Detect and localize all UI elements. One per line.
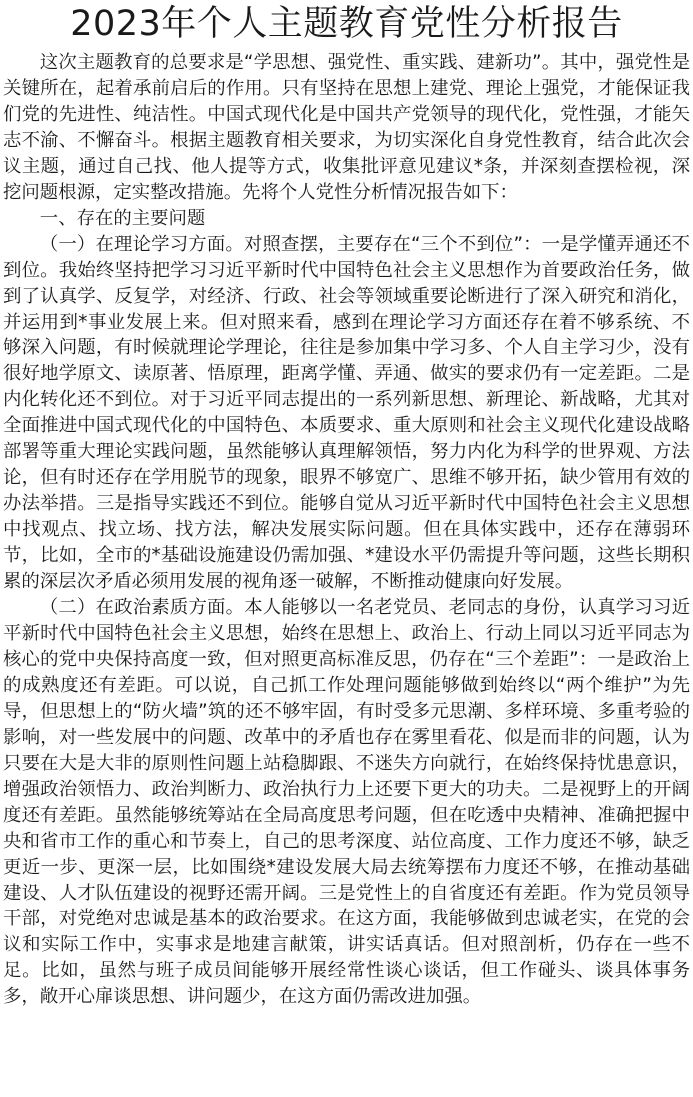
section-heading-problems: 一、存在的主要问题	[39, 207, 206, 229]
paragraph-theory-study: （一）在理论学习方面。对照查摆，主要存在“三个不到位”：一是学懂弄通还不到位。我始终坚持把学习习近平新时代中国特色社会主义思想作为首要政治任务，做到了认真学、反复学，对经济、行政、社会等领域重要论断进行了深入研究和消化，并运用到*事业发展上来。但对照来看，感到在理论学习方面还存在着不够系统、不够深入问题，有时候就理论学理论，往往是参加集中学习多、个人自主学习少，没有很好地学原文、读原著、悟原理，距离学懂、弄通、做实的要求仍有一定差距。二是内化转化还不到位。对于习近平同志提出的一系列新思想、新理论、新战略，尤其对全面推进中国式现代化的中国特色、本质要求、重大原则和社会主义现代化建设战略部署等重大理论实践问题，虽然能够认真理解领悟，努力内化为科学的世界观、方法论，但有时还存在学用脱节的现象，眼界不够宽广、思维不够开拓，缺少管用有效的办法举措。三是指导实践还不到位。能够自觉从习近平新时代中国特色社会主义思想中找观点、找立场、找方法，解决发展实际问题。但在具体实践中，还存在薄弱环节，比如，全市的*基础设施建设仍需加强、*建设水平仍需提升等问题，这些长期积累的深层次矛盾必须用发展的视角逐一破解，不断推动健康向好发展。	[3, 233, 690, 593]
paragraph-political-quality: （二）在政治素质方面。本人能够以一名老党员、老同志的身份，认真学习习近平新时代中国特色社会主义思想，始终在思想上、政治上、行动上同以习近平同志为核心的党中央保持高度一致，但对照更高标准反思，仍存在“三个差距”：一是政治上的成熟度还有差距。可以说，自己抓工作处理问题能够做到始终以“两个维护”为先导，但思想上的“防火墙”筑的还不够牢固，有时受多元思潮、多样环境、多重考验的影响，对一些发展中的问题、改革中的矛盾也存在雾里看花、似是而非的问题，认为只要在大是大非的原则性问题上站稳脚跟、不迷失方向就行，在始终保持忧患意识，增强政治领悟力、政治判断力、政治执行力上还要下更大的功夫。二是视野上的开阔度还有差距。虽然能够统筹站在全局高度思考问题，但在吃透中央精神、准确把握中央和省市工作的重心和节奏上，自己的思考深度、站位高度、工作力度还不够，缺乏更近一步、更深一层，比如围绕*建设发展大局去统筹摆布力度还不够，在推动基础建设、人才队伍建设的视野还需开阔。三是党性上的自省度还有差距。作为党员领导干部，对党绝对忠诚是基本的政治要求。在这方面，我能够做到忠诚老实，在党的会议和实际工作中，实事求是地建言献策，讲实话真话。但对照剖析，仍存在一些不足。比如，虽然与班子成员间能够开展经常性谈心谈话，但工作碰头、谈具体事务多，敞开心扉谈思想、讲问题少，在这方面仍需改进加强。	[3, 597, 690, 1008]
intro-paragraph: 这次主题教育的总要求是“学思想、强党性、重实践、建新功”。其中，强党性是关键所在，起着承前启后的作用。只有坚持在思想上建党、理论上强党，才能保证我们党的先进性、纯洁性。中国式现代化是中国共产党领导的现代化，党性强，才能矢志不渝、不懈奋斗。根据主题教育相关要求，为切实深化自身党性教育，结合此次会议主题，通过自己找、他人提等方式，收集批评意见建议*条，并深刻查摆检视，深挖问题根源，定实整改措施。先将个人党性分析情况报告如下：	[3, 52, 690, 203]
document-title: 2023年个人主题教育党性分析报告	[70, 4, 623, 44]
